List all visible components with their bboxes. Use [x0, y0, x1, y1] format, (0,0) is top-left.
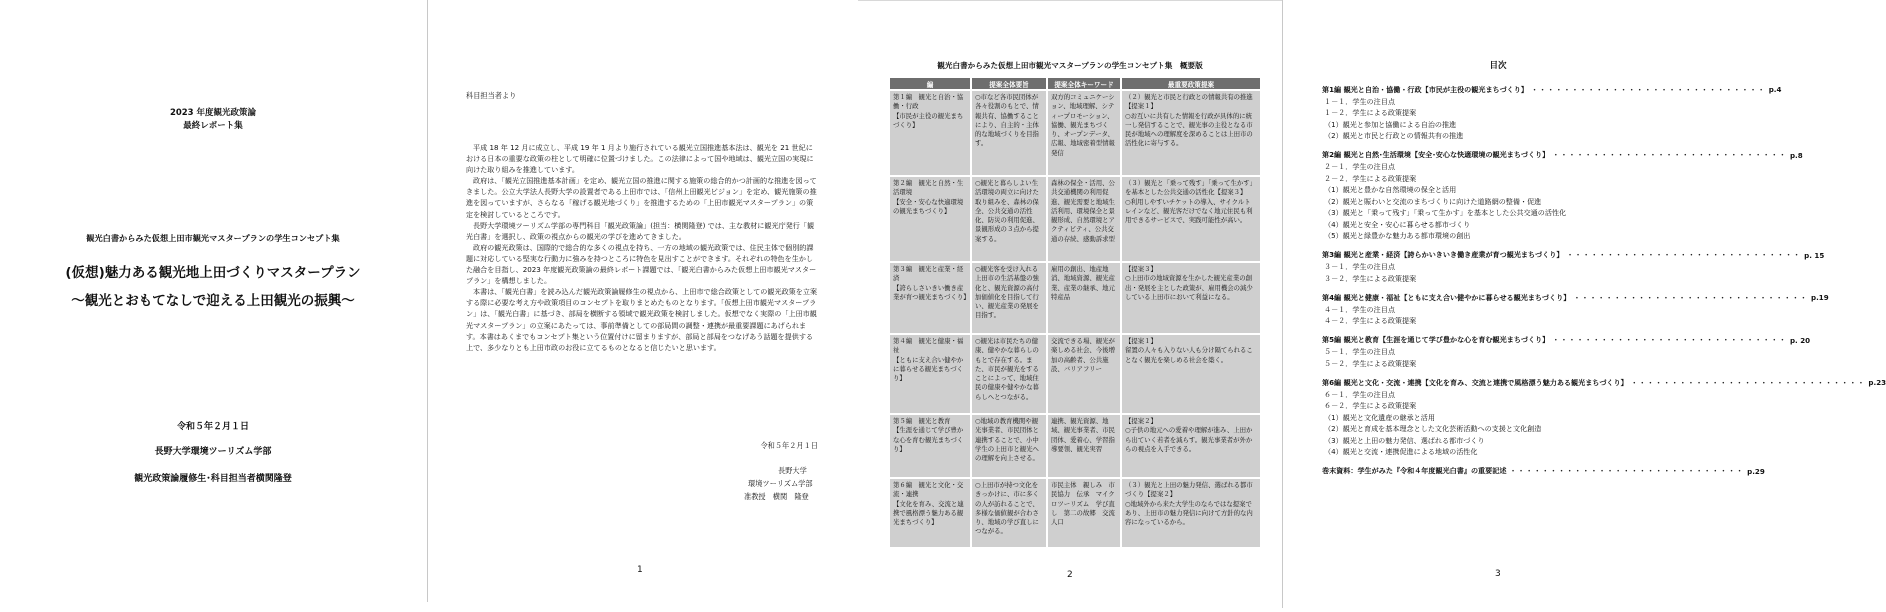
toc-page [1284, 0, 1886, 606]
table-cell: 連携、観光資源、地域、観光事業者、市民団体、愛着心、学習指導要領、観光実習 [1048, 415, 1120, 477]
table-cell: 双方的コミュニケーション、地域理解、シティープロモーション、協働、観光まちづくり、オープンデータ、広報、地域密着型情報発信 [1048, 91, 1120, 175]
page-divider [1282, 0, 1283, 608]
table-cell: ○観光と暮らしよい生活環境の両立に向けた取り組みを、森林の保全、公共交通の活性化、防災の利用促進、景観形成の３点から提案する。 [972, 177, 1046, 261]
toc-item: ３－１．学生の注目点 [1324, 262, 1395, 271]
cover-authors: 観光政策論履修生･科目担当者横関隆登 [134, 474, 292, 484]
toc-item: ５－２．学生による政策提案 [1324, 358, 1417, 368]
column-header: 提案全体キーワード [1048, 78, 1120, 89]
toc-chapter [1322, 150, 1803, 162]
table-cell: 【提案２】 ○子供の地元への愛着や理解が進み、上田から出ていく若者を減らす。観光事業者が外からの視点を入手できる。 [1122, 415, 1260, 477]
table-cell: 第４編 観光と健康・福祉 【ともに支え合い健やかに暮らせる観光まちづくり】 [890, 335, 970, 413]
toc-chapter [1322, 292, 1829, 304]
toc-item: ２－２．学生による政策提案 [1324, 173, 1417, 183]
table-cell: ○観光客を受け入れる上田市の生活基盤の強化と、観光資源の高付加価値化を目指して行い、観光産業の発展を目指す。 [972, 263, 1046, 333]
toc-spacer [1322, 458, 1674, 466]
page-number: 2 [1067, 570, 1073, 580]
toc-page-ref: p. 20 [1789, 335, 1811, 345]
toc-chapter-title: 巻末資料：学生がみた『令和４年度観光白書』の重要記述 [1322, 466, 1507, 476]
cover-main-title: (仮想)魅力ある観光地上田づくりマスタープラン [65, 265, 361, 281]
foreword-body [466, 142, 818, 353]
toc-page-ref: p.4 [1768, 85, 1782, 95]
toc-item: ４－２．学生による政策提案 [1324, 316, 1417, 325]
table-header-row [890, 78, 1260, 89]
cover-university: 長野大学環境ツーリズム学部 [154, 447, 272, 457]
table-row [890, 479, 1260, 547]
toc-chapter-title: 第2編 観光と自然･生活環境【安全･安心な快適環境の観光まちづくり】 [1322, 150, 1550, 160]
concept-summary-page [858, 0, 1282, 607]
toc-leader-dots: ・・・・・・・・・・・・・・・・・・・・・・・・・・・・・ [1530, 84, 1766, 94]
cover-report-label: 最終レポート集 [183, 121, 243, 131]
toc-item: （1）観光と参加と協働による自治の推進 [1324, 119, 1457, 129]
toc-chapter-title: 第3編 観光と産業・経済【誇らかいきいき働き産業が育つ観光まちづくり】 [1322, 250, 1564, 260]
concept-table [888, 76, 1262, 549]
table-row [890, 263, 1260, 333]
toc-item: （1）観光と文化遺産の継承と活用 [1324, 412, 1435, 422]
toc-item: ５－１．学生の注目点 [1324, 347, 1395, 356]
foreword-date: 令和５年２月１日 [760, 441, 818, 450]
toc-page-ref: p.8 [1789, 150, 1803, 160]
table-cell: 雇用の創出、地産地消、地域資源、観光産業、産業の継承、地元特産品 [1048, 263, 1120, 333]
toc-item: ６－１．学生の注目点 [1324, 389, 1395, 399]
toc-item: （4）観光と安全・安心に暮らせる都市づくり [1324, 219, 1471, 229]
table-cell: 交流できる場、観光が楽しめる社会、今後増加の高齢者、公共施設、バリアフリー [1048, 335, 1120, 413]
toc-chapter-title: 第4編 観光と健康・福祉【ともに支え合い健やかに暮らせる観光まちづくり】 [1322, 292, 1571, 302]
toc-item: （5）観光と緑豊かな魅力ある都市環境の創出 [1324, 231, 1471, 240]
foreword-page [428, 0, 856, 600]
table-cell: ○上田市が持つ文化をきっかけに、市に多くの人が訪れることで、多様な価値観が合わさり、地域の学び直しにつながる。 [972, 479, 1046, 547]
toc-item: （2）観光と賑わいと交流のまちづくりに向けた道路網の整備・促進 [1324, 196, 1542, 206]
toc-chapter [1322, 335, 1811, 347]
foreword-paragraph: 平成 18 年 12 月に成立し、平成 19 年 1 月より施行されている観光立国推進基本法は、観光を 21 世紀における日本の重要な政策の柱として明確に位置づけました。この法律によって国や地域は、観光立国の実現に向けた取り組みを推進しています。 [466, 143, 814, 175]
page-number: 1 [637, 565, 643, 575]
toc-page-ref: p. 15 [1804, 250, 1825, 260]
toc-spacer [1322, 284, 1674, 292]
toc-item: ４－１．学生の注目点 [1324, 304, 1395, 314]
toc-spacer [1322, 369, 1674, 377]
cover-concept-label: 観光白書からみた仮想上田市観光マスタープランの学生コンセプト集 [86, 233, 340, 243]
cover-date: 令和５年２月１日 [176, 422, 249, 432]
foreword-paragraph: 政府は、「観光立国推進基本計画」を定め、観光立国の推進に関する施策の総合的かつ計画的な推進を図ってきました。公立大学法人長野大学の設置者である上田市では、「信州上田観光ビジョン」を定め、観光施策の推進を図っていますが、さらなる「稼げる観光地づくり」を推進するための「上田市観光マスタープラン」の策定を検討しているところです。 [466, 176, 817, 219]
cover-course-year: 2023 年度観光政策論 [169, 108, 257, 118]
toc-chapter [1322, 250, 1825, 262]
toc-item: １－２．学生による政策提案 [1324, 108, 1417, 117]
cover-page [0, 0, 426, 600]
table-cell: ○市など各市民団体が各々役割のもとで、情報共有、協働することにより、自主的・主体的な地域づくりを目指す。 [972, 91, 1046, 175]
signature-faculty: 環境ツーリズム学部 [748, 479, 813, 488]
toc-spacer [1322, 242, 1674, 250]
concept-table-title: 観光白書からみた仮想上田市観光マスタープランの学生コンセプト集 概要版 [937, 61, 1203, 70]
foreword-paragraph: 長野大学環境ツーリズム学部の専門科目「観光政策論」(担当：横関隆登) では、主な教材に観光庁発行「観光白書」を選択し、政策の視点からの観光の学びを進めてきました。 [466, 220, 815, 241]
toc-item: （1）観光と豊かな自然環境の保全と活用 [1324, 185, 1457, 194]
toc-page-ref: p.23 [1868, 378, 1886, 388]
table-cell: 第２編 観光と自然・生活環境 【安全・安心な快適環境の観光まちづくり】 [890, 177, 970, 261]
column-header: 最重要政策提案 [1122, 78, 1260, 89]
toc-leader-dots: ・・・・・・・・・・・・・・・・・・・・・・・・・・・・・ [1552, 150, 1787, 160]
toc-leader-dots: ・・・・・・・・・・・・・・・・・・・・・・・・・・・・・ [1573, 292, 1809, 302]
toc-item: １－１．学生の注目点 [1324, 96, 1395, 106]
toc-chapter [1322, 377, 1886, 389]
toc-item: （3）観光と「乗って残す」「乗って生かす」を基本とした公共交通の活性化 [1324, 208, 1567, 217]
toc-item: （4）観光と交流・連携促進による地域の活性化 [1324, 447, 1478, 456]
table-cell: 【提案１】 留置の人々も入りない人も分け隔てられることなく観光を楽しめる社会を築く。 [1122, 335, 1260, 413]
toc-item: （3）観光と上田の魅力発信、選ばれる都市づくり [1324, 435, 1485, 445]
table-cell: 第３編 観光と産業・経済 【誇らしさいきい働き産業が育つ観光まちづくり】 [890, 263, 970, 333]
table-of-contents [1322, 84, 1886, 477]
toc-spacer [1322, 327, 1674, 335]
table-cell: 第６編 観光と文化・交流・連携 【文化を育み、交流と連携で風格漂う魅力ある観光まちづくり】 [890, 479, 970, 547]
table-row [890, 177, 1260, 261]
table-cell: ○観光は市民たちの健康、健やかな暮らしのもとで存在する。また、市民が観光をすることによって、地域住民の健康や健やかな暮らしへとつながる。 [972, 335, 1046, 413]
foreword-paragraph: 本書は、「観光白書」を読み込んだ観光政策論履修生の視点から、上田市で総合政策としての観光政策を立案する際に必要な考え方や政策項目のコンセプトを取りまとめたものとなります。「仮想上田市観光マスタープラン」は、「観光白書」に基づき、部局を横断する領域で観光政策を検討しました。仮想でなく実際の「上田市観光マスタープラン」の立案にあたっては、事前準備としての部局間の調整・連携が最重要課題にあげられます。本書はあくまでもコンセプト集という位置付けに留まりますが、部局と部局をつなげあう話題を提供する上で、多少なりとも上田市政のお役に立てるものとなると信じたいと思います。 [466, 287, 818, 352]
table-row [890, 335, 1260, 413]
toc-item: （2）観光と育成を基本理念とした文化芸術活動への支援と文化創造 [1324, 424, 1542, 433]
toc-page-ref: p.29 [1747, 466, 1765, 476]
toc-chapter-title: 第1編 観光と自治・協働・行政【市民が主役の観光まちづくり】 [1322, 84, 1528, 94]
toc-leader-dots: ・・・・・・・・・・・・・・・・・・・・・・・・・・・・・ [1552, 335, 1787, 345]
toc-item: ３－２．学生による政策提案 [1324, 273, 1417, 283]
toc-item: ６－２．学生による政策提案 [1324, 401, 1417, 410]
toc-item: ２－１．学生の注目点 [1324, 162, 1395, 171]
toc-item: （2）観光と市民と行政との情報共有の推進 [1324, 131, 1464, 140]
signature-university: 長野大学 [778, 466, 807, 475]
toc-chapter-title: 第6編 観光と文化・交流・連携【文化を育み、交流と連携で風格漂う魅力ある観光まちづくり】 [1322, 377, 1628, 387]
column-header: 編 [890, 78, 970, 89]
table-cell: ○地域の教育機関や観光事業者、市民団体と連携することで、小中学生の上田市と観光への理解を向上させる。 [972, 415, 1046, 477]
table-cell: 市民主体 親しみ 市民協力 伝承 マイクロツーリズム 学び直し 第二の故郷 交流人口 [1048, 479, 1120, 547]
toc-leader-dots: ・・・・・・・・・・・・・・・・・・・・・・・・・・・・・ [1566, 250, 1802, 260]
foreword-salutation: 科目担当者より [466, 91, 517, 100]
toc-chapter [1322, 466, 1765, 478]
toc-spacer [1322, 142, 1674, 150]
foreword-paragraph: 政府の観光政策は、国際的で総合的な多くの視点を持ち、一方の地域の観光政策では、住民主体で個別的課題に対応している堅実な行動力に強みを持つところに特色を見出すことができます。それぞれの特色を生かした融合を目指し、2023 年度観光政策論の最終レポート課題では、「観光白書からみた仮想上田市観光マスタープラン」を構想しました。 [466, 242, 817, 286]
toc-chapter-title: 第5編 観光と教育【生涯を通じて学び豊かな心を育む観光まちづくり】 [1322, 335, 1550, 345]
column-header: 提案全体要旨 [972, 78, 1046, 89]
table-cell: 森林の保全・活用、公共交通機関の利用促進、観光需要と地域生活利用、環境保全と景観形成、自然環境とアクティビティ、公共交通の存続、感動訴求型 [1048, 177, 1120, 261]
table-cell: 第５編 観光と教育 【生涯を通じて学び豊かな心を育む観光まちづくり】 [890, 415, 970, 477]
page-number: 3 [1495, 569, 1501, 579]
toc-chapter [1322, 84, 1782, 96]
table-cell: （２）観光と市民と行政との情報共有の推進【提案１】 ○お互いに共有した情報を行政が具体的に統一し発信することで、観光事の主役となる市民が地域への理解度を深めることは上田市の活性化に寄与する。 [1122, 91, 1260, 175]
toc-leader-dots: ・・・・・・・・・・・・・・・・・・・・・・・・・・・・・ [1509, 466, 1745, 476]
table-cell: （３）観光と「乗って残す」「乗って生かす」を基本とした公共交通の活性化【提案３】 ○利用しやすいチケットの導入、サイクルトレインなど、観光客だけでなく地元住民も利用できるサービスで、実践可能性が高い。 [1122, 177, 1260, 261]
signature-name: 准教授 横関 隆登 [744, 492, 809, 501]
toc-leader-dots: ・・・・・・・・・・・・・・・・・・・・・・・・・・・・・ [1630, 377, 1866, 387]
toc-page-ref: p.19 [1811, 293, 1829, 303]
table-cell: （３）観光と上田の魅力発信、選ばれる都市づくり【提案２】 ○地域外から来た大学生のならではな提案であり、上田市の魅力発信に向けて方針的な内容になっているから。 [1122, 479, 1260, 547]
toc-title: 目次 [1489, 61, 1507, 71]
table-cell: 【提案３】 ○上田市の地域資源を生かした観光産業の創出・発展を主とした政策が、雇用機会の減少している上田市において利益になる。 [1122, 263, 1260, 333]
cover-subtitle: ～観光とおもてなしで迎える上田観光の振興～ [71, 293, 355, 309]
table-row [890, 91, 1260, 175]
table-cell: 第１編 観光と自治・協働・行政 【市民が主役の観光まちづくり】 [890, 91, 970, 175]
table-row [890, 415, 1260, 477]
